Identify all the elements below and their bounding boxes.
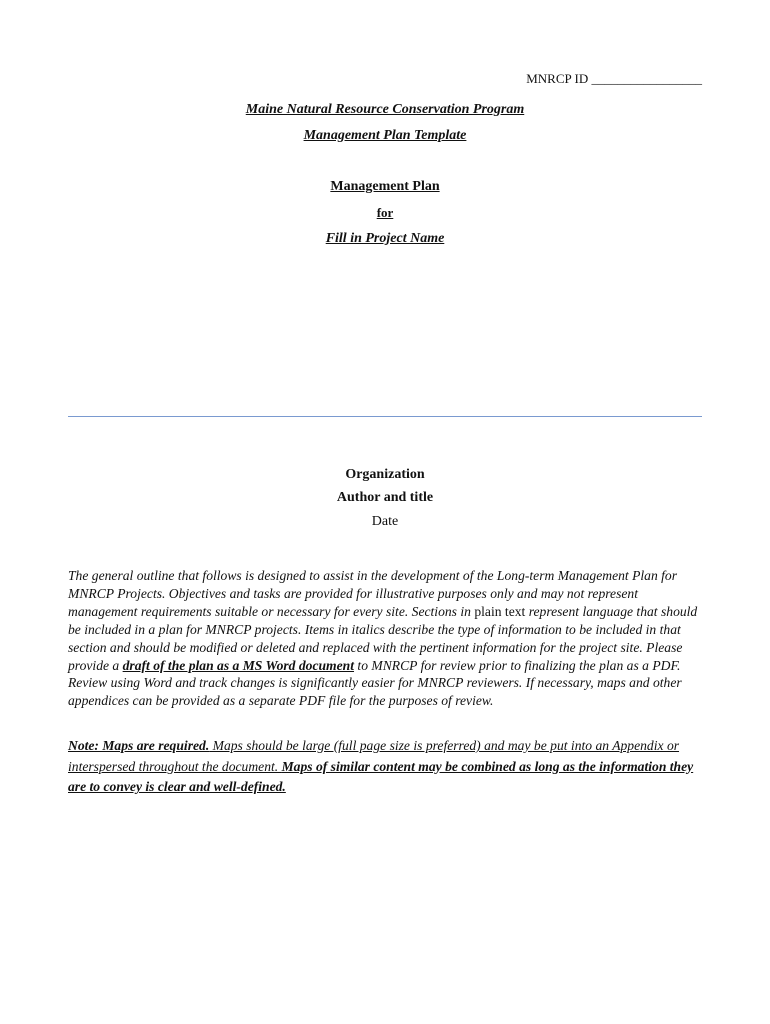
organization: Organization (345, 467, 425, 482)
template-title: Management Plan Template (303, 128, 467, 143)
maps-note-tail: Maps of similar content may be combined as long as the information they are to convey is clear and well-defined. (68, 758, 694, 794)
intro-part-1: The general outline that follows is designed to assist in the development of the Long-term Management Plan for MNRCP Projects. Objectives and tasks are provided for illustrative purposes only and may not represent management requirements suitable or necessary for every site. Sections in (68, 568, 678, 619)
project-name: Fill in Project Name (325, 231, 445, 246)
date: Date (371, 514, 399, 529)
plan-for: for (376, 205, 394, 220)
intro-paragraph (68, 567, 702, 710)
maps-note-middle: Maps should be large (full page size is preferred) and may be put into an Appendix or interspersed throughout the document. (68, 738, 680, 774)
template-title-line (0, 128, 770, 144)
plan-heading: Management Plan (330, 179, 440, 194)
program-title: Maine Natural Resource Conservation Program (245, 102, 525, 117)
horizontal-divider (68, 416, 702, 417)
maps-note-paragraph (68, 736, 702, 798)
plan-heading-line (0, 179, 770, 195)
intro-part-2: represent language that should be included in a plan for MNRCP projects. Items in italics describe the type of information to be included in that section and should be modified or deleted and replaced with the pertinent information for the project site. Please provide a (68, 603, 698, 673)
mnrcp-id-blank: _________________ (591, 71, 702, 86)
maps-note-lead: Note: Maps are required. (68, 738, 210, 753)
intro-part-3: to MNRCP for review prior to finalizing the plan as a PDF. Review using Word and track changes is significantly easier for MNRCP reviewers. If necessary, maps and other appendices can be provided as a separate PDF file for the purposes of review. (68, 657, 682, 709)
mnrcp-id-line (526, 71, 702, 87)
project-name-line (0, 231, 770, 247)
program-title-line (0, 102, 770, 118)
author-title: Author and title (336, 490, 434, 505)
plan-for-line (0, 205, 770, 221)
mnrcp-id-label: MNRCP ID (526, 71, 589, 86)
intro-plain-text: plain text (474, 603, 526, 619)
draft-plan-emphasis: draft of the plan as a MS Word document (122, 657, 355, 673)
